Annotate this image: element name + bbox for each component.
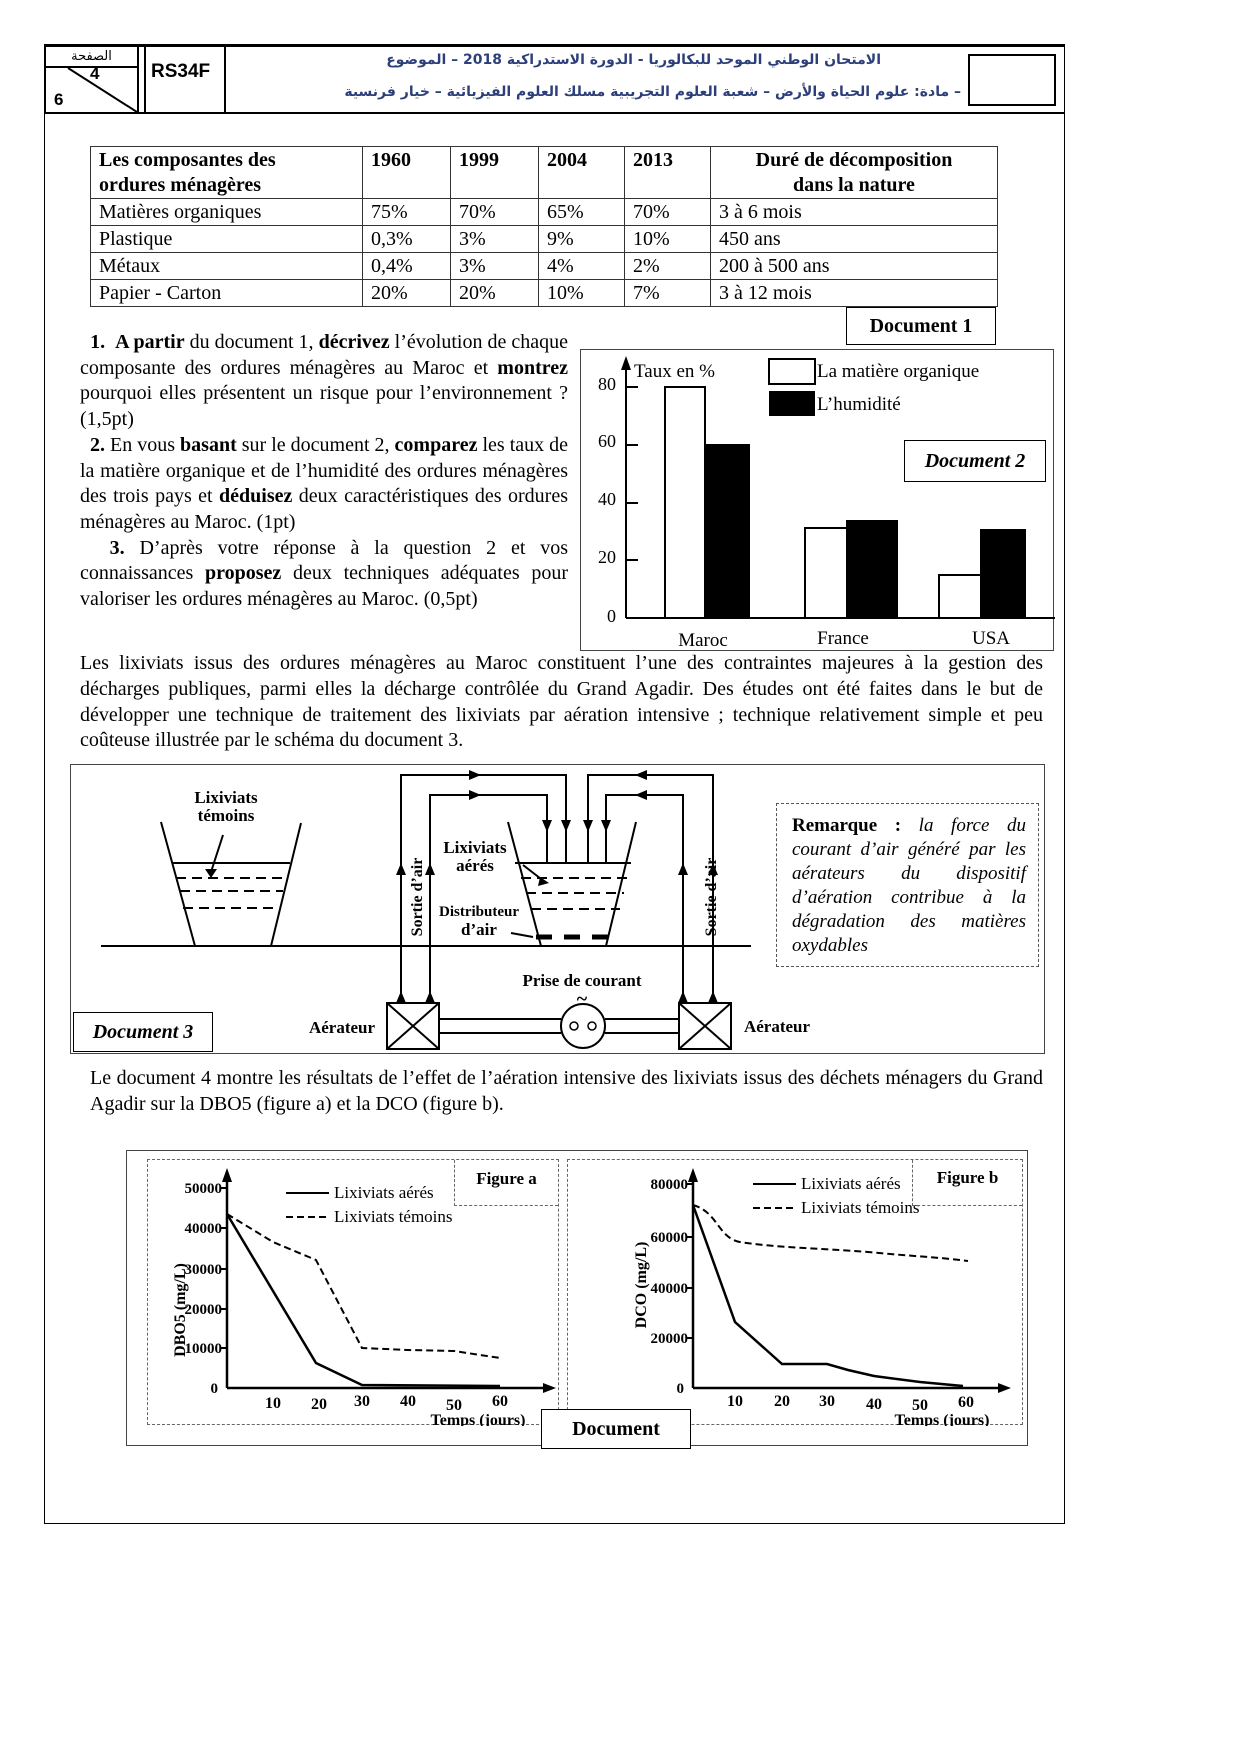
document3-label: Document 3 xyxy=(73,1012,213,1052)
y-tick: 0 xyxy=(607,606,616,626)
document4-label: Document xyxy=(541,1409,691,1449)
x-axis-label: Temps (jours) xyxy=(894,1412,990,1426)
remark-box xyxy=(776,803,1039,967)
svg-text:10000: 10000 xyxy=(184,1341,222,1357)
intro-paragraph-document4: Le document 4 montre les résultats de l’effet de l’aération intensive des lixiviats issus des déchets ménagers du Grand Agadir sur la DBO5 (figure a) et la DCO (figure b). xyxy=(90,1067,1043,1115)
y-tick: 60 xyxy=(598,431,616,451)
bar-france-organic xyxy=(805,528,847,618)
table-cell: 65% xyxy=(539,199,625,226)
exam-title-line1: الامتحان الوطني الموحد للبكالوريا - الدورة الاستدراكية 2018 – الموضوع xyxy=(386,52,881,68)
document2-label: Document 2 xyxy=(904,440,1046,482)
table-cell: 70% xyxy=(451,199,539,226)
figure-b-title: Figure b xyxy=(912,1160,1022,1206)
table-cell: 7% xyxy=(625,280,711,307)
svg-text:20000: 20000 xyxy=(184,1302,222,1318)
table-cell: 0,4% xyxy=(363,253,451,280)
page-current: 4 xyxy=(90,64,100,83)
questions-block xyxy=(80,330,568,613)
legend-aerated: Lixiviats aérés xyxy=(334,1183,434,1202)
table-row xyxy=(91,253,998,280)
page-number-box xyxy=(44,44,139,114)
table-cell: 10% xyxy=(539,280,625,307)
table-header-row xyxy=(91,147,998,199)
remark-text: la force du courant d’air généré par les aérateurs du dispositif d’aération contribue à la dégradation des matières oxydables xyxy=(792,815,1026,956)
y-tick: 80 xyxy=(598,374,616,394)
svg-text:40: 40 xyxy=(400,1393,416,1410)
aerator-label-left: Aérateur xyxy=(308,1018,376,1037)
svg-text:40000: 40000 xyxy=(184,1221,222,1237)
air-distributor-label: d’air xyxy=(461,920,497,939)
svg-text:20: 20 xyxy=(774,1393,790,1410)
air-outlet-label-right: Sortie d’air xyxy=(703,857,720,937)
svg-text:0: 0 xyxy=(210,1381,218,1397)
grade-box xyxy=(968,54,1056,106)
svg-text:10: 10 xyxy=(727,1393,743,1410)
figure-a-chart xyxy=(147,1159,559,1425)
svg-text:50: 50 xyxy=(912,1397,928,1414)
flow-arrow-icons xyxy=(205,770,718,1003)
svg-text:60: 60 xyxy=(492,1393,508,1410)
x-category-label: France xyxy=(817,628,869,649)
bar-maroc-organic xyxy=(665,387,705,618)
table-cell: 3 à 6 mois xyxy=(711,199,998,226)
control-leachate-label: témoins xyxy=(197,806,255,825)
control-leachate-label: Lixiviats xyxy=(194,788,258,807)
figure-b-chart xyxy=(567,1159,1023,1425)
table-header-cell: 2013 xyxy=(625,147,711,199)
document4-charts xyxy=(126,1150,1028,1446)
aerator-label-right: Aérateur xyxy=(743,1017,811,1036)
ac-symbol-icon: ~ xyxy=(576,988,588,1010)
table-cell: 4% xyxy=(539,253,625,280)
series-control-line xyxy=(227,1214,500,1358)
remark-title: Remarque : xyxy=(792,815,902,836)
y-axis-label: DCO (mg/L) xyxy=(633,1241,650,1329)
series-aerated-line xyxy=(693,1205,963,1386)
table-cell: 75% xyxy=(363,199,451,226)
table-cell: 3% xyxy=(451,253,539,280)
legend-organic-label: La matière organique xyxy=(817,361,980,382)
svg-text:20000: 20000 xyxy=(650,1331,688,1347)
bar-chart-svg xyxy=(581,350,1055,652)
y-axis-arrow-icon xyxy=(621,356,631,370)
table-cell: Matières organiques xyxy=(91,199,363,226)
intro-paragraph-leachate: Les lixiviats issus des ordures ménagères au Maroc constituent l’une des contraintes majeures à la gestion des décharges publiques, parmi elles la décharge contrôlée du Grand Agadir. Des études ont été faites dans le but de développer une technique de traitement des lixiviats par aération intensive ; technique relativement simple et peu coûteuse illustrée par le schéma du document 3. xyxy=(80,652,1043,752)
table-cell: Métaux xyxy=(91,253,363,280)
x-category-label: USA xyxy=(971,628,1011,649)
page-total: 6 xyxy=(54,90,64,109)
y-tick: 40 xyxy=(598,489,616,509)
svg-text:30000: 30000 xyxy=(184,1262,222,1278)
question-2: 2. En vous basant sur le document 2, comparez les taux de la matière organique et de l’humidité des ordures ménagères des trois pays et déduisez deux caractéristiques des ordures ménagères au Maroc. (1pt) xyxy=(80,433,569,533)
svg-text:40000: 40000 xyxy=(650,1281,688,1297)
svg-text:60: 60 xyxy=(958,1394,974,1411)
svg-text:50: 50 xyxy=(446,1397,462,1414)
svg-text:10: 10 xyxy=(265,1395,281,1412)
legend-humidity-swatch xyxy=(769,391,815,416)
y-axis-label: Taux en % xyxy=(634,361,715,382)
air-distributor-label: Distributeur xyxy=(439,904,519,920)
page-label: الصفحة xyxy=(46,48,137,68)
legend-aerated: Lixiviats aérés xyxy=(801,1174,901,1193)
exam-title-line2: – مادة: علوم الحياة والأرض – شعبة العلوم التجريبية مسلك العلوم الفيزيائية – خيار فرنسية xyxy=(344,84,961,100)
document1-label: Document 1 xyxy=(846,307,996,345)
svg-text:80000: 80000 xyxy=(650,1177,688,1193)
table-cell: 200 à 500 ans xyxy=(711,253,998,280)
table-header-cell: 1999 xyxy=(451,147,539,199)
x-axis-label: Temps (jours) xyxy=(430,1412,526,1426)
bar-maroc-humidity xyxy=(705,445,749,618)
table-cell: 450 ans xyxy=(711,226,998,253)
svg-text:40: 40 xyxy=(866,1396,882,1413)
bar-france-humidity xyxy=(847,521,897,618)
document2-bar-chart xyxy=(580,349,1054,651)
table-header-cell: 1960 xyxy=(363,147,451,199)
table-cell: 3% xyxy=(451,226,539,253)
x-category-label: Maroc xyxy=(678,630,728,651)
table-cell: 20% xyxy=(363,280,451,307)
power-outlet-label: Prise de courant xyxy=(522,971,642,990)
figure-a-title: Figure a xyxy=(454,1160,558,1206)
table-cell: 70% xyxy=(625,199,711,226)
table-cell: Plastique xyxy=(91,226,363,253)
legend-control: Lixiviats témoins xyxy=(801,1198,920,1217)
table-header-cell: 2004 xyxy=(539,147,625,199)
svg-text:20: 20 xyxy=(311,1396,327,1413)
svg-text:30: 30 xyxy=(354,1393,370,1410)
table-cell: Papier - Carton xyxy=(91,280,363,307)
y-tick: 20 xyxy=(598,547,616,567)
aerated-leachate-label: aérés xyxy=(456,856,494,875)
table-row xyxy=(91,226,998,253)
air-outlet-label-left: Sortie d’air xyxy=(409,857,426,937)
svg-text:0: 0 xyxy=(676,1381,684,1397)
legend-organic-swatch xyxy=(769,359,815,384)
exam-title xyxy=(226,44,961,114)
legend-control: Lixiviats témoins xyxy=(334,1207,453,1226)
table-header-cell: Les composantes des ordures ménagères xyxy=(91,147,363,199)
table-cell: 3 à 12 mois xyxy=(711,280,998,307)
svg-text:30: 30 xyxy=(819,1393,835,1410)
exam-code: RS34F xyxy=(144,44,226,114)
bar-usa-organic xyxy=(939,575,981,618)
svg-text:50000: 50000 xyxy=(184,1181,222,1197)
table-cell: 20% xyxy=(451,280,539,307)
aerated-leachate-label: Lixiviats xyxy=(443,838,507,857)
table-cell: 9% xyxy=(539,226,625,253)
table-row xyxy=(91,199,998,226)
legend-humidity-label: L’humidité xyxy=(817,394,901,415)
table-cell: 2% xyxy=(625,253,711,280)
table-header-cell: Duré de décomposition dans la nature xyxy=(711,147,998,199)
bar-usa-humidity xyxy=(981,530,1025,618)
table-row xyxy=(91,280,998,307)
y-axis-label: DBO5 (mg/L) xyxy=(172,1263,189,1357)
question-3: 3. D’après votre réponse à la question 2 et vos connaissances proposez deux techniques adéquates pour valoriser les ordures ménagères au Maroc. (0,5pt) xyxy=(80,536,568,611)
table-cell: 10% xyxy=(625,226,711,253)
svg-text:60000: 60000 xyxy=(650,1230,688,1246)
table-cell: 0,3% xyxy=(363,226,451,253)
document1-table xyxy=(90,146,998,307)
question-1: 1. A partir du document 1, décrivez l’évolution de chaque composante des ordures ménagères au Maroc et montrez pourquoi elles présentent un risque pour l’environnement ? (1,5pt) xyxy=(80,331,569,431)
